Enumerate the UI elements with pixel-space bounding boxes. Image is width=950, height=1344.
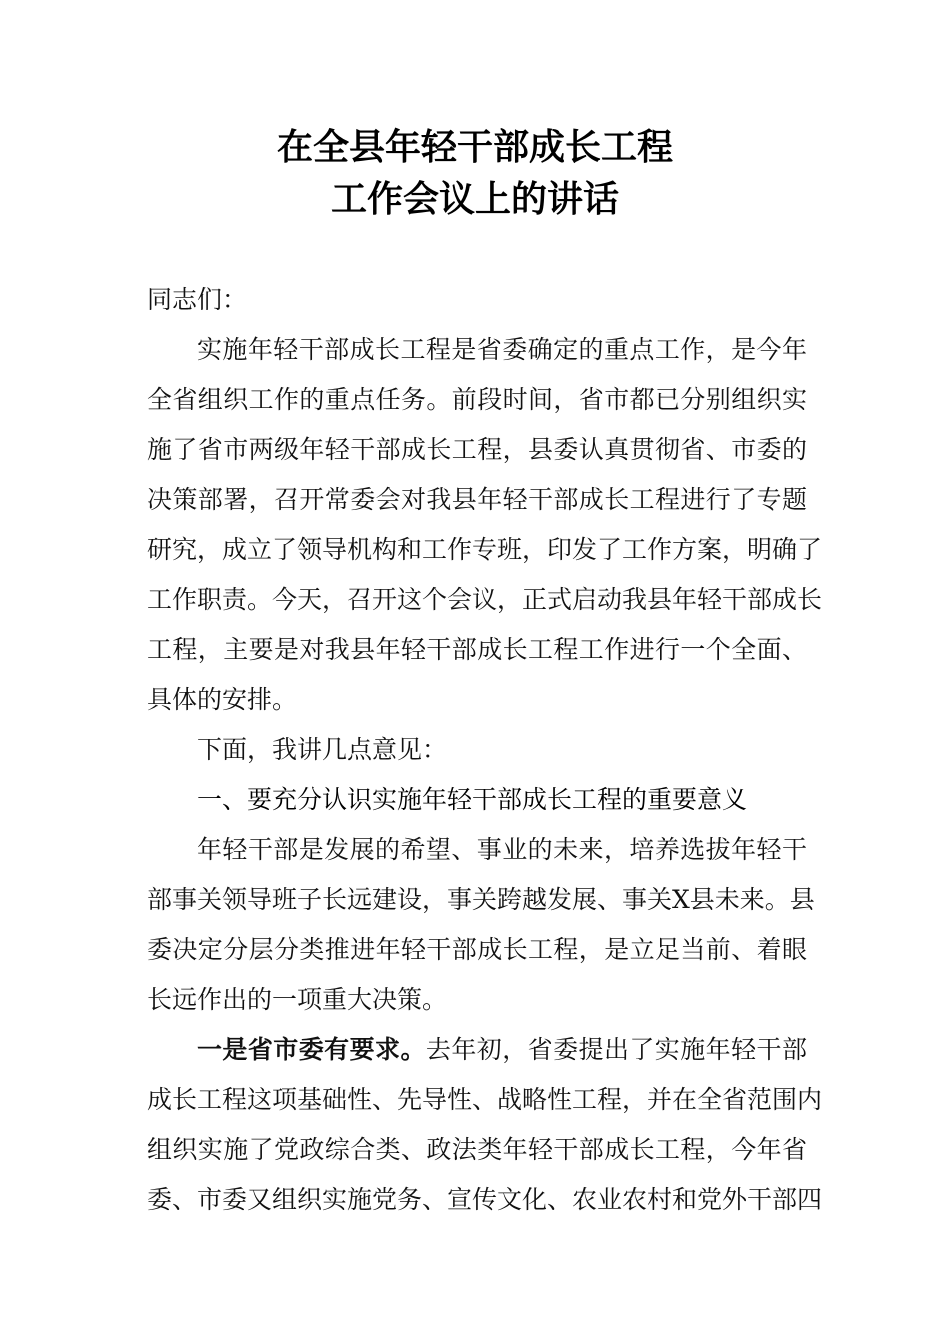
document-title-line-1: 在全县年轻干部成长工程	[276, 127, 673, 168]
section-para-line: 委决定分层分类推进年轻干部成长工程，是立足当前、着眼	[147, 935, 807, 964]
intro-line: 施了省市两级年轻干部成长工程，县委认真贯彻省、市委的	[147, 435, 807, 464]
section-para-line: 年轻干部是发展的希望、事业的未来，培养选拔年轻干	[197, 835, 807, 864]
point-first-line	[197, 1033, 807, 1067]
point-line: 委、市委又组织实施党务、宣传文化、农业农村和党外干部四	[147, 1185, 823, 1214]
intro-line: 实施年轻干部成长工程是省委确定的重点工作，是今年	[197, 335, 807, 364]
intro-line: 全省组织工作的重点任务。前段时间，省市都已分别组织实	[147, 385, 807, 414]
intro-line: 研究，成立了领导机构和工作专班，印发了工作方案，明确了	[147, 535, 823, 564]
section-para-line: 长远作出的一项重大决策。	[147, 985, 448, 1014]
intro-line: 工程，主要是对我县年轻干部成长工程工作进行一个全面、	[147, 635, 807, 664]
transition-line: 下面，我讲几点意见：	[197, 735, 448, 764]
intro-line: 决策部署，召开常委会对我县年轻干部成长工程进行了专题	[147, 485, 807, 514]
salutation: 同志们：	[147, 285, 248, 314]
point-first-line-rest: 去年初，省委提出了实施年轻干部	[425, 1035, 807, 1064]
section-para-line: 部事关领导班子长远建设，事关跨越发展、事关X县未来。县	[147, 885, 815, 914]
intro-line: 工作职责。今天，召开这个会议，正式启动我县年轻干部成长	[147, 585, 823, 614]
point-line: 组织实施了党政综合类、政法类年轻干部成长工程，今年省	[147, 1135, 807, 1164]
point-lead-bold: 一是省市委有要求。	[197, 1035, 426, 1064]
section-heading: 一、要充分认识实施年轻干部成长工程的重要意义	[197, 785, 748, 814]
document-title-line-2: 工作会议上的讲话	[330, 179, 619, 220]
intro-line: 具体的安排。	[147, 685, 298, 714]
point-line: 成长工程这项基础性、先导性、战略性工程，并在全省范围内	[147, 1085, 823, 1114]
